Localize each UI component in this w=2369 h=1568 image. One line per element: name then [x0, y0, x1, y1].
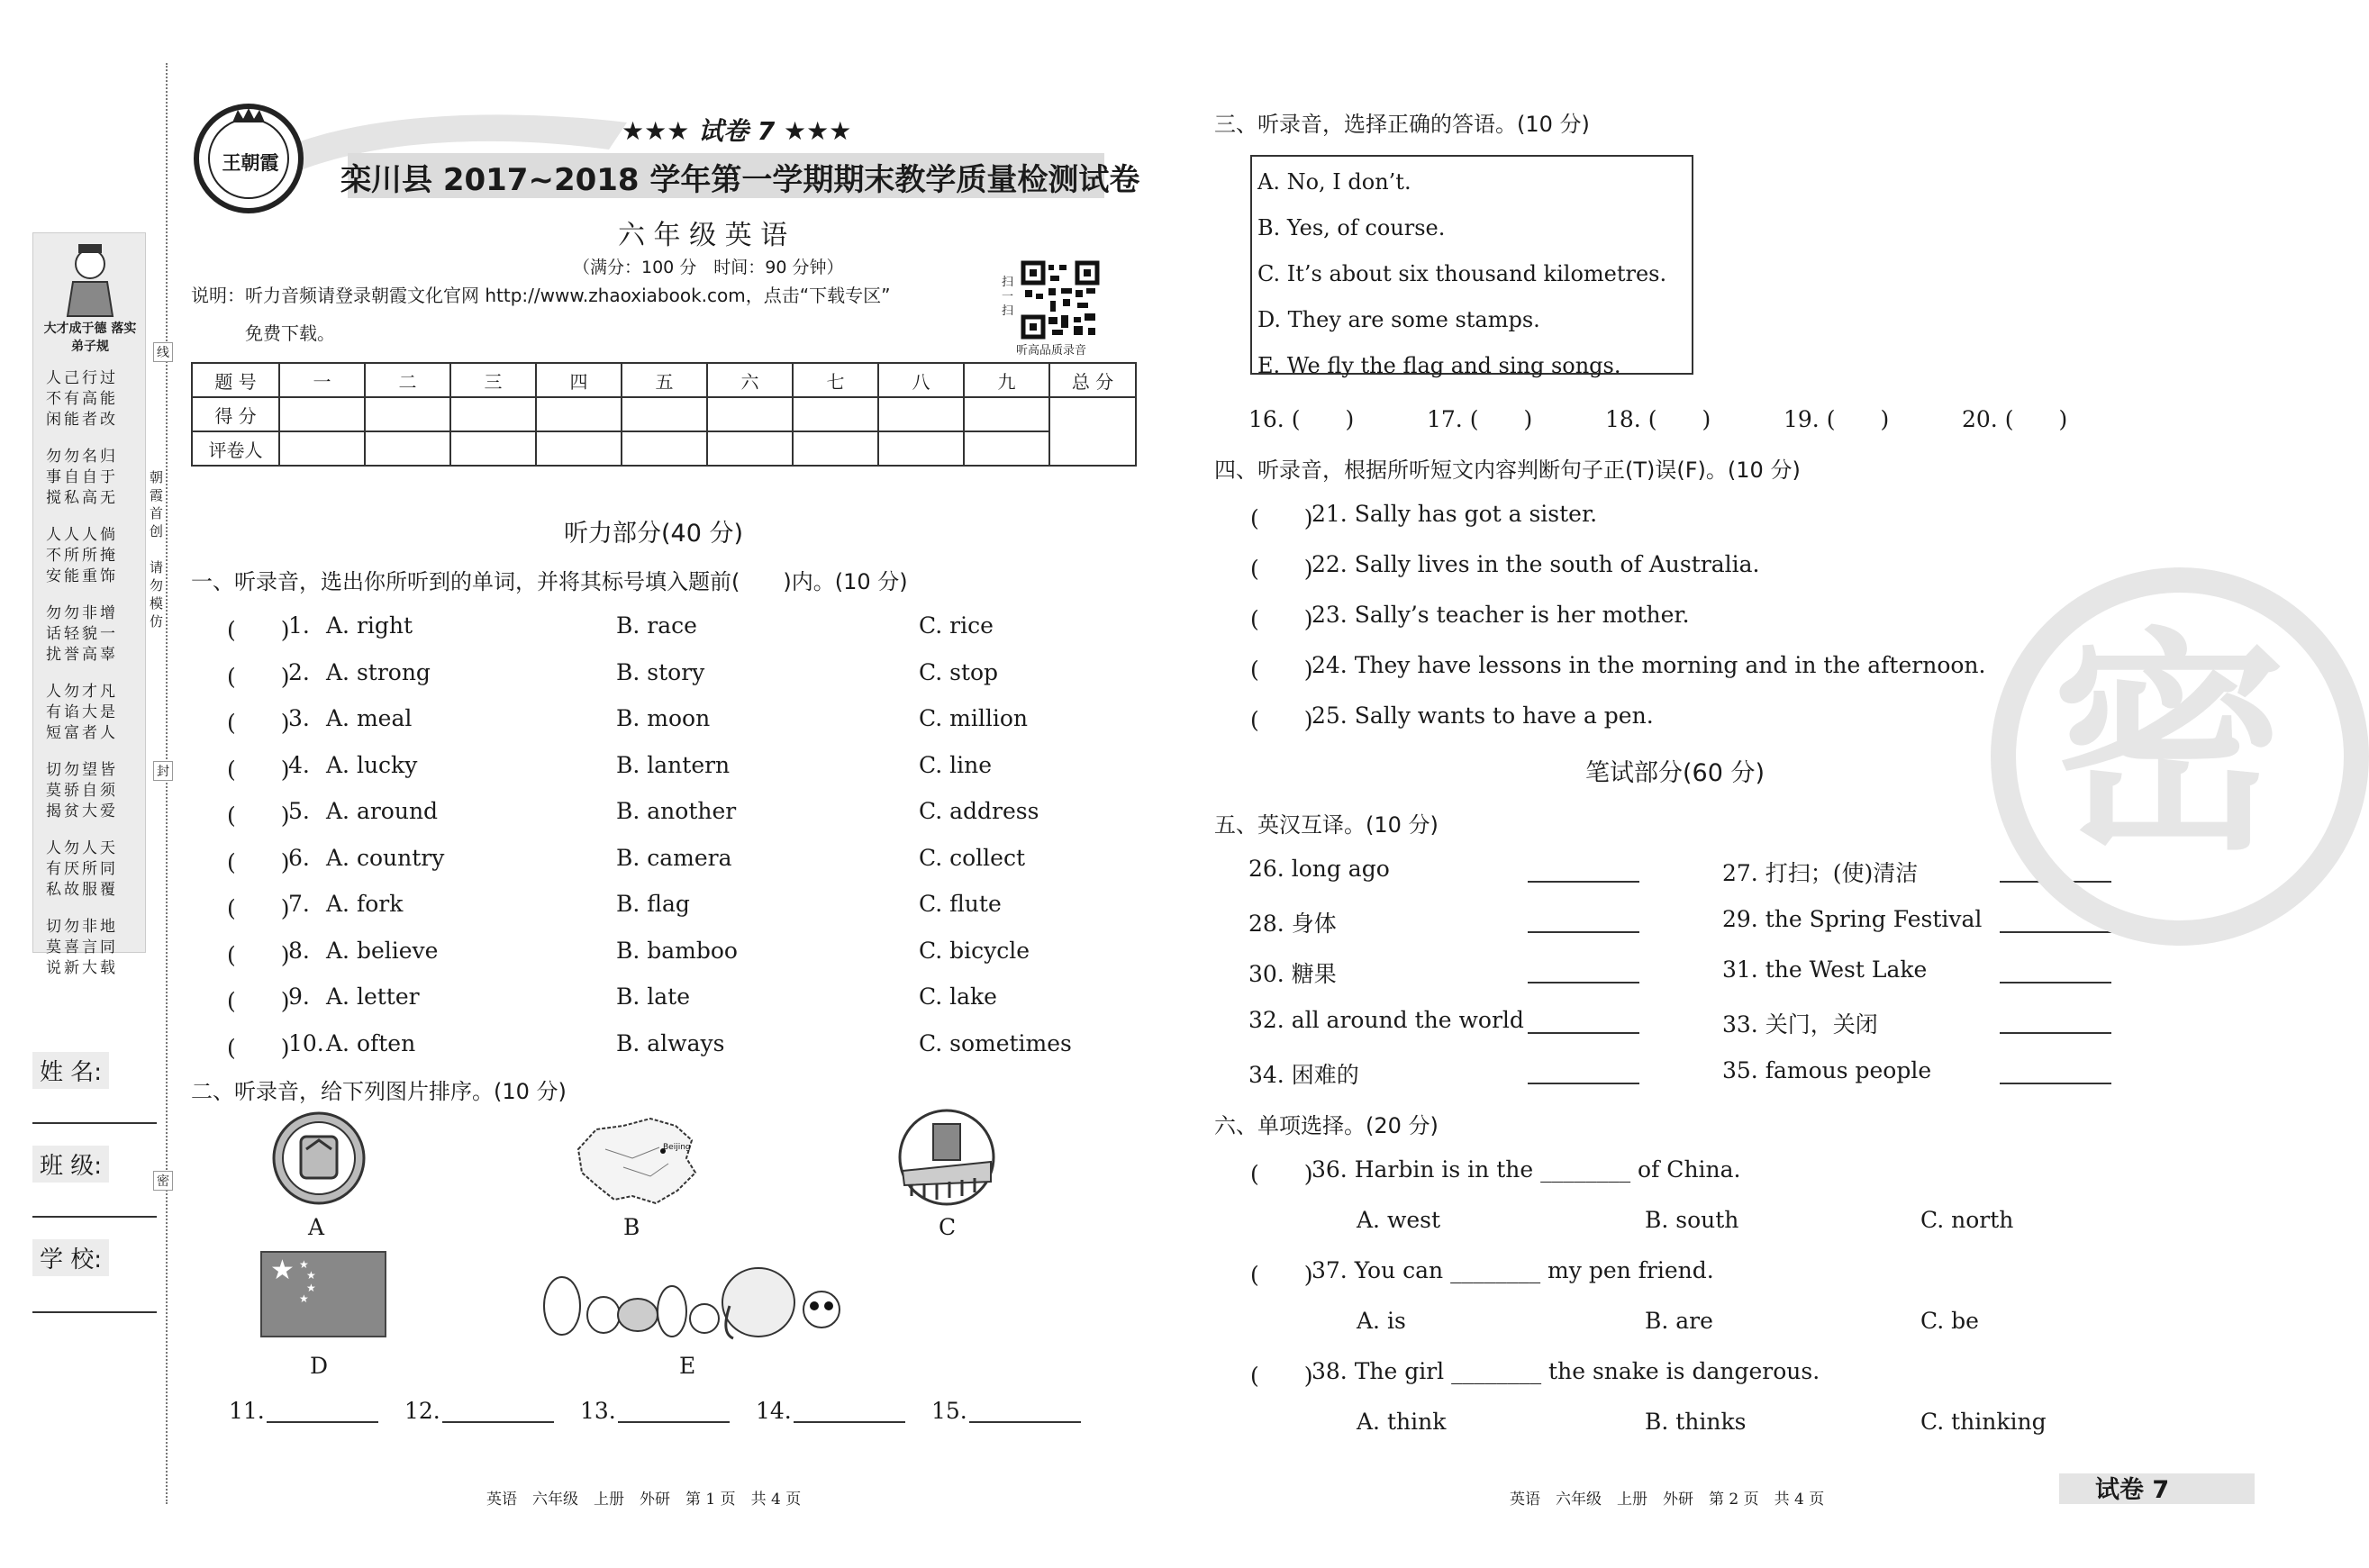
option-a: A. west	[1357, 1207, 1441, 1233]
choice-bracket[interactable]: ( )	[1250, 1262, 1313, 1288]
scholar-illustration	[60, 240, 120, 316]
answer-bracket[interactable]: ( )	[227, 941, 290, 968]
motto-group	[46, 760, 136, 822]
table-row	[192, 431, 1136, 466]
china-flag-icon	[261, 1252, 386, 1337]
option-a: A. often	[326, 1029, 416, 1056]
qr-side-text: 扫一扫	[1002, 276, 1014, 318]
written-title: 笔试部分(60 分)	[1585, 759, 1765, 787]
option-a: A. think	[1357, 1409, 1447, 1435]
answer-slot[interactable]: 16. ( )	[1248, 406, 1355, 432]
table-header-cell: 六	[707, 363, 793, 397]
motto-group	[46, 917, 136, 979]
option-a: A. believe	[326, 937, 439, 964]
score-cell[interactable]	[279, 397, 365, 431]
option-b: B. story	[616, 658, 705, 685]
cut-mark: 密	[153, 1171, 173, 1191]
option-c: C. thinking	[1920, 1409, 2047, 1435]
option-b: B. bamboo	[616, 937, 738, 964]
option-c: C. lake	[919, 983, 997, 1010]
class-label: 班 级:	[32, 1146, 109, 1183]
motto-line: 事自自于	[46, 468, 118, 486]
motto-list	[46, 368, 136, 995]
tf-bracket[interactable]: ( )	[1250, 657, 1313, 683]
answer-blank[interactable]	[267, 1421, 378, 1423]
option-a: A. lucky	[326, 751, 418, 778]
answer-number: 13.	[580, 1398, 616, 1424]
tf-bracket[interactable]: ( )	[1250, 556, 1313, 582]
item-number: 9.	[288, 983, 310, 1010]
svg-text:★: ★	[270, 1255, 295, 1286]
choice-option: A. No, I don’t.	[1257, 169, 1411, 195]
vertical-note: 朝霞首创	[150, 469, 164, 539]
motto-line: 有谄大是	[46, 703, 118, 721]
item-number: 10.	[288, 1029, 324, 1056]
total-score-cell[interactable]	[1049, 397, 1136, 466]
option-c: C. sometimes	[919, 1029, 1072, 1056]
section2-title: 二、听录音，给下列图片排序。(10 分)	[191, 1079, 567, 1104]
translation-prompt: 27. 打扫；(使)清洁	[1722, 860, 1919, 886]
option-a: A. meal	[326, 705, 413, 731]
table-header-cell: 一	[279, 363, 365, 397]
choice-option: E. We fly the flag and sing songs.	[1257, 353, 1621, 378]
answer-number: 12.	[404, 1398, 440, 1424]
translation-prompt: 34. 困难的	[1248, 1062, 1359, 1088]
option-a: A. country	[326, 844, 445, 871]
option-c: C. line	[919, 751, 993, 778]
map-label: Beijing	[663, 1143, 691, 1152]
answer-blank[interactable]	[2000, 982, 2111, 983]
grader-cell[interactable]	[622, 431, 707, 466]
school-line[interactable]	[32, 1311, 157, 1313]
stamp-picture-icon	[270, 1110, 368, 1207]
answer-blank[interactable]	[1528, 982, 1639, 983]
motto-line: 人人人倘	[46, 526, 118, 544]
grader-cell[interactable]	[793, 431, 878, 466]
motto-line: 私故服覆	[46, 881, 118, 899]
option-a: A. letter	[326, 983, 420, 1010]
answer-bracket[interactable]: ( )	[227, 895, 290, 921]
motto-line: 闲能者改	[46, 411, 118, 429]
tf-bracket[interactable]: ( )	[1250, 606, 1313, 632]
logo-text: 王朝霞	[222, 152, 279, 174]
score-cell[interactable]	[536, 397, 622, 431]
item-number: 4.	[288, 751, 310, 778]
motto-line: 有厌所同	[46, 860, 118, 878]
motto-line: 勿勿名归	[46, 448, 118, 466]
answer-blank[interactable]	[1528, 881, 1639, 883]
answer-bracket[interactable]: ( )	[227, 756, 290, 783]
option-b: B. moon	[616, 705, 711, 731]
option-b: B. late	[616, 983, 691, 1010]
motto-group	[46, 525, 136, 587]
option-b: B. thinks	[1645, 1409, 1747, 1435]
statement: 24. They have lessons in the morning and in the afternoon.	[1312, 652, 1986, 678]
motto-line: 人勿人天	[46, 839, 118, 857]
question: 37. You can ________ my pen friend.	[1312, 1257, 1714, 1283]
item-number: 3.	[288, 705, 310, 731]
option-c: C. million	[919, 705, 1028, 731]
answer-blank[interactable]	[1528, 931, 1639, 933]
answer-slot[interactable]: 17. ( )	[1427, 406, 1533, 432]
svg-text:★: ★	[299, 1258, 309, 1271]
class-line[interactable]	[32, 1216, 157, 1218]
answer-number: 11.	[229, 1398, 265, 1424]
choice-option: D. They are some stamps.	[1257, 307, 1540, 332]
translation-prompt: 31. the West Lake	[1722, 956, 1928, 983]
exam-title: 栾川县 2017~2018 学年第一学期期末教学质量检测试卷	[340, 162, 1140, 198]
motto-line: 话轻貌一	[46, 625, 118, 643]
score-cell[interactable]	[450, 397, 536, 431]
picture-label-b: B	[623, 1214, 640, 1240]
statement: 25. Sally wants to have a pen.	[1312, 702, 1654, 729]
choice-option: C. It’s about six thousand kilometres.	[1257, 261, 1667, 286]
option-b: B. flag	[616, 891, 690, 917]
sidebar-slogan: 大才成于德 落实弟子规	[43, 322, 137, 354]
answer-number: 14.	[756, 1398, 792, 1424]
svg-text:★: ★	[299, 1292, 309, 1305]
section1-title: 一、听录音，选出你所听到的单词，并将其标号填入题前( )内。(10 分)	[191, 569, 908, 594]
option-a: A. around	[326, 798, 439, 824]
table-header-cell: 四	[536, 363, 622, 397]
footer-tag: 试卷 7	[2095, 1476, 2170, 1504]
motto-line: 切勿望皆	[46, 761, 118, 779]
choice-bracket[interactable]: ( )	[1250, 1363, 1313, 1389]
translation-prompt: 29. the Spring Festival	[1722, 906, 1983, 932]
choice-bracket[interactable]: ( )	[1250, 1161, 1313, 1187]
audio-note: 说明：听力音频请登录朝霞文化官网 http://www.zhaoxiabook.com，点击“下载专区”	[191, 285, 891, 306]
grader-cell[interactable]	[707, 431, 793, 466]
motto-line: 短富者人	[46, 724, 118, 742]
item-number: 5.	[288, 798, 310, 824]
motto-line: 莫骄自须	[46, 782, 118, 800]
translation-prompt: 28. 身体	[1248, 911, 1337, 937]
answer-bracket[interactable]: ( )	[227, 617, 290, 643]
motto-line: 勿勿非增	[46, 604, 118, 622]
stamp-char: 密	[2052, 610, 2286, 882]
score-cell[interactable]	[964, 397, 1049, 431]
row-label: 评卷人	[192, 431, 279, 466]
school-label: 学 校:	[32, 1239, 109, 1276]
item-number: 8.	[288, 937, 310, 964]
option-c: C. collect	[919, 844, 1026, 871]
item-number: 2.	[288, 658, 310, 685]
statement: 21. Sally has got a sister.	[1312, 501, 1598, 527]
score-cell[interactable]	[365, 397, 450, 431]
score-cell[interactable]	[878, 397, 964, 431]
great-wall-icon	[897, 1108, 996, 1207]
option-b: B. lantern	[616, 751, 731, 778]
answer-choices-box	[1250, 155, 1693, 378]
motto-line: 揭贫大爱	[46, 802, 118, 820]
translation-prompt: 35. famous people	[1722, 1057, 1932, 1083]
answer-blank[interactable]	[2000, 1083, 2111, 1084]
translation-prompt: 32. all around the world	[1248, 1007, 1524, 1033]
sidebar-motto-panel	[32, 232, 146, 977]
motto-group	[46, 447, 136, 509]
statement: 23. Sally’s teacher is her mother.	[1312, 602, 1690, 628]
svg-text:★: ★	[306, 1269, 316, 1282]
answer-bracket[interactable]: ( )	[227, 988, 290, 1014]
option-b: B. another	[616, 798, 737, 824]
motto-line: 说新大载	[46, 959, 118, 977]
section5-title: 五、英汉互译。(10 分)	[1214, 812, 1439, 838]
translation-prompt: 26. long ago	[1248, 856, 1390, 882]
answer-bracket[interactable]: ( )	[227, 802, 290, 829]
answer-blank[interactable]	[2000, 1032, 2111, 1034]
motto-group	[46, 682, 136, 744]
section3-title: 三、听录音，选择正确的答语。(10 分)	[1214, 112, 1590, 137]
answer-slot[interactable]: 18. ( )	[1605, 406, 1711, 432]
table-header-cell: 总 分	[1049, 363, 1136, 397]
score-cell[interactable]	[707, 397, 793, 431]
picture-label-e: E	[679, 1353, 696, 1379]
section4-title: 四、听录音，根据所听短文内容判断句子正(T)误(F)。(10 分)	[1214, 458, 1801, 483]
table-header-cell: 三	[450, 363, 536, 397]
score-cell[interactable]	[622, 397, 707, 431]
svg-text:★: ★	[306, 1282, 316, 1294]
table-header-cell: 题 号	[192, 363, 279, 397]
table-header-cell: 七	[793, 363, 878, 397]
grader-cell[interactable]	[964, 431, 1049, 466]
answer-blank[interactable]	[1528, 1083, 1639, 1084]
option-b: B. camera	[616, 844, 732, 871]
motto-line: 搅私高无	[46, 489, 118, 507]
motto-line: 人勿才凡	[46, 683, 118, 701]
cut-mark: 线	[153, 342, 173, 362]
motto-line: 不所所掩	[46, 547, 118, 565]
option-c: C. stop	[919, 658, 999, 685]
grader-cell[interactable]	[365, 431, 450, 466]
answer-blank[interactable]	[969, 1421, 1081, 1423]
option-c: C. north	[1920, 1207, 2014, 1233]
picture-label-d: D	[310, 1353, 329, 1379]
option-a: A. is	[1357, 1308, 1406, 1334]
score-cell[interactable]	[793, 397, 878, 431]
picture-label-a: A	[308, 1214, 325, 1240]
footer-left: 英语 六年级 上册 外研 第 1 页 共 4 页	[486, 1491, 802, 1509]
option-a: A. strong	[326, 658, 431, 685]
answer-bracket[interactable]: ( )	[227, 848, 290, 875]
confidential-stamp-icon	[1991, 567, 2369, 946]
grader-cell[interactable]	[450, 431, 536, 466]
table-header-cell: 八	[878, 363, 964, 397]
name-label: 姓 名:	[32, 1052, 109, 1089]
row-label: 得 分	[192, 397, 279, 431]
cut-mark: 封	[153, 761, 173, 781]
item-number: 1.	[288, 612, 310, 639]
section6-title: 六、单项选择。(20 分)	[1214, 1113, 1439, 1138]
score-table-header	[192, 363, 1136, 397]
option-a: A. fork	[326, 891, 404, 917]
score-table	[191, 362, 1137, 467]
motto-line: 扰誉高辜	[46, 646, 118, 664]
translation-prompt: 33. 关门，关闭	[1722, 1011, 1878, 1038]
option-c: C. flute	[919, 891, 1002, 917]
china-map-icon	[569, 1113, 701, 1209]
grader-cell[interactable]	[536, 431, 622, 466]
answer-blank[interactable]	[442, 1421, 554, 1423]
option-a: A. right	[326, 612, 413, 639]
answer-blank[interactable]	[2000, 931, 2111, 933]
animals-picture-icon	[537, 1252, 843, 1342]
question: 38. The girl ________ the snake is dangerous.	[1312, 1358, 1820, 1384]
qr-caption: 听高品质录音	[1016, 344, 1087, 358]
footer-right: 英语 六年级 上册 外研 第 2 页 共 4 页	[1510, 1491, 1825, 1509]
answer-number: 15.	[931, 1398, 967, 1424]
table-header-cell: 二	[365, 363, 450, 397]
exam-meta: （满分：100 分 时间：90 分钟）	[573, 258, 844, 277]
table-header-cell: 五	[622, 363, 707, 397]
picture-label-c: C	[939, 1214, 957, 1240]
answer-slot[interactable]: 19. ( )	[1784, 406, 1890, 432]
option-c: C. rice	[919, 612, 994, 639]
table-row	[192, 397, 1136, 431]
option-c: C. bicycle	[919, 937, 1030, 964]
binding-line	[166, 63, 168, 1504]
motto-line: 安能重饰	[46, 567, 118, 585]
answer-bracket[interactable]: ( )	[227, 1034, 290, 1061]
question: 36. Harbin is in the ________ of China.	[1312, 1156, 1741, 1183]
option-b: B. are	[1645, 1308, 1713, 1334]
motto-line: 人己行过	[46, 369, 118, 387]
item-number: 7.	[288, 891, 310, 917]
table-header-cell: 九	[964, 363, 1049, 397]
answer-bracket[interactable]: ( )	[227, 710, 290, 736]
motto-group	[46, 838, 136, 901]
motto-group	[46, 368, 136, 431]
option-c: C. be	[1920, 1308, 1979, 1334]
name-line[interactable]	[32, 1122, 157, 1124]
motto-line: 不有高能	[46, 390, 118, 408]
paper-label: ★★★ 试卷 7 ★★★	[622, 116, 852, 146]
motto-group	[46, 603, 136, 666]
translation-prompt: 30. 糖果	[1248, 961, 1337, 987]
option-b: B. south	[1645, 1207, 1739, 1233]
choice-option: B. Yes, of course.	[1257, 215, 1446, 240]
motto-line: 莫喜言同	[46, 938, 118, 956]
answer-blank[interactable]	[794, 1421, 905, 1423]
grader-cell[interactable]	[279, 431, 365, 466]
vertical-note: 请勿模仿	[150, 559, 164, 630]
statement: 22. Sally lives in the south of Australia.	[1312, 551, 1760, 577]
option-b: B. always	[616, 1029, 725, 1056]
answer-blank[interactable]	[618, 1421, 730, 1423]
subject-title: 六 年 级 英 语	[618, 220, 788, 251]
answer-slot[interactable]: 20. ( )	[1962, 406, 2068, 432]
tf-bracket[interactable]: ( )	[1250, 707, 1313, 733]
answer-bracket[interactable]: ( )	[227, 663, 290, 690]
option-b: B. race	[616, 612, 697, 639]
audio-note-cont: 免费下载。	[245, 322, 335, 344]
answer-blank[interactable]	[1528, 1032, 1639, 1034]
listening-title: 听力部分(40 分)	[564, 520, 744, 548]
grader-cell[interactable]	[878, 431, 964, 466]
option-c: C. address	[919, 798, 1039, 824]
motto-line: 切勿非地	[46, 918, 118, 936]
item-number: 6.	[288, 844, 310, 871]
qr-code-icon[interactable]	[1021, 261, 1099, 339]
tf-bracket[interactable]: ( )	[1250, 505, 1313, 531]
